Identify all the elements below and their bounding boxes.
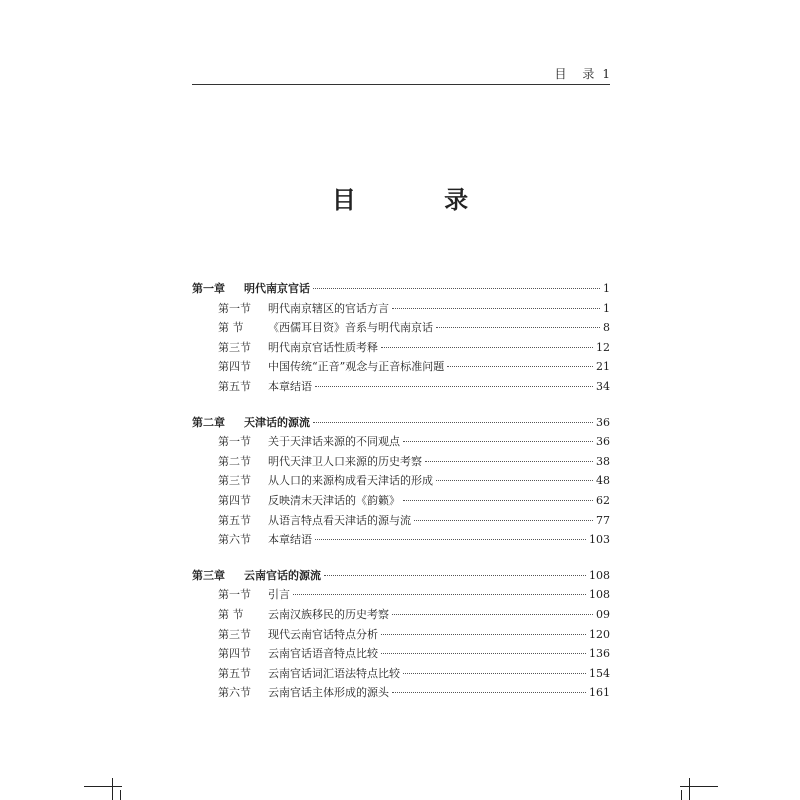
leader-dots <box>313 288 600 289</box>
toc-chapter-heading[interactable] <box>192 413 610 433</box>
toc-section-entry[interactable] <box>192 471 610 491</box>
crop-mark-right-horizontal <box>680 786 718 787</box>
toc-chapter-heading[interactable] <box>192 566 610 586</box>
leader-dots <box>447 366 593 367</box>
page-number: 34 <box>596 379 610 393</box>
toc-section-entry[interactable] <box>192 585 610 605</box>
toc-section-entry[interactable] <box>192 664 610 684</box>
section-title: 关于天津话来源的不同观点 <box>268 435 400 449</box>
leader-dots <box>315 386 593 387</box>
leader-dots <box>403 673 586 674</box>
leader-dots <box>293 594 586 595</box>
leader-dots <box>436 327 600 328</box>
chapter-label: 第二章 <box>192 415 225 429</box>
leader-dots <box>392 308 600 309</box>
page-title: 目 录 <box>331 185 509 214</box>
page-number: 12 <box>596 340 610 354</box>
section-label: 第六节 <box>218 686 251 700</box>
toc-section-entry[interactable] <box>192 377 610 397</box>
section-label: 第四节 <box>218 647 251 661</box>
leader-dots <box>381 347 593 348</box>
toc-section-entry[interactable] <box>192 683 610 703</box>
chapter-title: 云南官话的源流 <box>244 568 321 582</box>
section-label: 第一节 <box>218 301 251 315</box>
toc-section-entry[interactable] <box>192 338 610 358</box>
chapter-label: 第一章 <box>192 282 225 295</box>
leader-dots <box>392 692 586 693</box>
page-number: 77 <box>596 513 610 527</box>
section-title: 中国传统“正音”观念与正音标准问题 <box>268 360 445 374</box>
section-title: 云南官话词汇语法特点比较 <box>268 666 400 680</box>
section-title: 《西儒耳目资》音系与明代南京话 <box>268 321 433 335</box>
crop-mark-left-short <box>120 790 121 800</box>
section-title: 明代南京官话性质考释 <box>268 340 378 354</box>
section-title: 本章结语 <box>268 379 312 393</box>
section-label: 第三节 <box>218 474 251 488</box>
table-of-contents <box>192 279 610 719</box>
page-number: 120 <box>589 627 610 641</box>
section-label: 第四节 <box>218 493 251 507</box>
page-number: 36 <box>596 435 610 449</box>
page-number: 38 <box>596 454 610 468</box>
section-title: 明代天津卫人口来源的历史考察 <box>268 454 422 468</box>
chapter-title: 天津话的源流 <box>244 415 310 429</box>
section-label: 第 节 <box>218 607 244 621</box>
page-number: 103 <box>589 533 610 547</box>
leader-dots <box>392 614 593 615</box>
toc-section-entry[interactable] <box>192 318 610 338</box>
section-label: 第 节 <box>218 321 244 335</box>
leader-dots <box>403 441 593 442</box>
leader-dots <box>324 575 586 576</box>
page-number: 1 <box>603 301 610 315</box>
page-number: 1 <box>603 282 610 295</box>
section-label: 第三节 <box>218 627 251 641</box>
page-number: 21 <box>596 360 610 374</box>
toc-section-entry[interactable] <box>192 357 610 377</box>
section-label: 第五节 <box>218 379 251 393</box>
page-number: 09 <box>596 607 610 621</box>
page-number: 136 <box>589 647 610 661</box>
crop-mark-right-short <box>681 790 682 800</box>
section-title: 引言 <box>268 588 290 602</box>
leader-dots <box>313 422 593 423</box>
page-number: 62 <box>596 493 610 507</box>
leader-dots <box>414 520 593 521</box>
crop-mark-right-vertical <box>689 778 690 800</box>
toc-section-entry[interactable] <box>192 432 610 452</box>
toc-chapter-3 <box>192 566 610 703</box>
toc-section-entry[interactable] <box>192 605 610 625</box>
toc-section-entry[interactable] <box>192 299 610 319</box>
chapter-title: 明代南京官话 <box>244 282 310 295</box>
page-number: 48 <box>596 474 610 488</box>
section-label: 第六节 <box>218 533 251 547</box>
section-title: 本章结语 <box>268 533 312 547</box>
section-title: 云南汉族移民的历史考察 <box>268 607 389 621</box>
toc-section-entry[interactable] <box>192 530 610 550</box>
toc-section-entry[interactable] <box>192 644 610 664</box>
section-label: 第三节 <box>218 340 251 354</box>
section-title: 明代南京辖区的官话方言 <box>268 301 389 315</box>
toc-section-entry[interactable] <box>192 625 610 645</box>
toc-chapter-1 <box>192 279 610 397</box>
leader-dots <box>315 539 586 540</box>
leader-dots <box>425 461 593 462</box>
page-number: 36 <box>596 415 610 429</box>
toc-section-entry[interactable] <box>192 511 610 531</box>
crop-mark-left-vertical <box>112 778 113 800</box>
leader-dots <box>436 480 593 481</box>
section-title: 现代云南官话特点分析 <box>268 627 378 641</box>
leader-dots <box>381 653 586 654</box>
running-head-label: 目 录 <box>554 67 601 81</box>
page-number: 154 <box>589 666 610 680</box>
section-label: 第五节 <box>218 666 251 680</box>
section-label: 第一节 <box>218 435 251 449</box>
crop-mark-left-horizontal <box>84 786 122 787</box>
section-title: 云南官话语音特点比较 <box>268 647 378 661</box>
section-title: 云南官话主体形成的源头 <box>268 686 389 700</box>
page-number: 108 <box>589 588 610 602</box>
section-label: 第四节 <box>218 360 251 374</box>
toc-chapter-heading[interactable] <box>192 279 610 299</box>
toc-section-entry[interactable] <box>192 452 610 472</box>
section-label: 第二节 <box>218 454 251 468</box>
leader-dots <box>381 634 586 635</box>
section-label: 第五节 <box>218 513 251 527</box>
running-head <box>192 64 610 85</box>
section-title: 从人口的来源构成看天津话的形成 <box>268 474 433 488</box>
section-title: 反映清末天津话的《韵籁》 <box>268 493 400 507</box>
running-head-page-number: 1 <box>602 67 610 81</box>
toc-section-entry[interactable] <box>192 491 610 511</box>
chapter-label: 第三章 <box>192 568 225 582</box>
toc-chapter-2 <box>192 413 610 550</box>
page-number: 108 <box>589 568 610 582</box>
section-title: 从语言特点看天津话的源与流 <box>268 513 411 527</box>
page-number: 8 <box>603 321 610 335</box>
leader-dots <box>403 500 593 501</box>
page-number: 161 <box>589 686 610 700</box>
section-label: 第一节 <box>218 588 251 602</box>
